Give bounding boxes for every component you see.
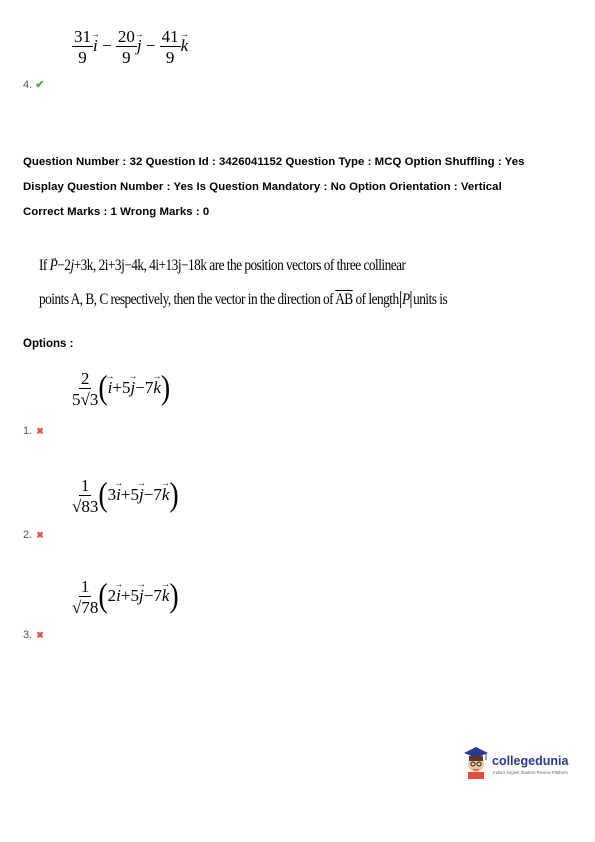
vector-ab: $\overline{AB}$ <box>335 291 353 308</box>
unit-vector-i: → i <box>93 36 98 56</box>
question-meta-line-3: Correct Marks : 1 Wrong Marks : 0 <box>23 206 210 218</box>
magnitude-p: P <box>402 291 410 308</box>
cross-icon: ✖ <box>36 630 44 640</box>
prev-option-expression: $\frac{31}{9}$ → i − $\frac{20}{9}$ → j − $\frac{41}{9}$ → k <box>72 28 188 66</box>
cross-icon: ✖ <box>36 530 44 540</box>
question-meta-line-1: Question Number : 32 Question Id : 3426041152 Question Type : MCQ Option Shuffling : Yes <box>23 156 525 168</box>
option-2-expression[interactable]: $\frac{1}{√83}$ (3→ i+5→ j−7→ k) <box>72 477 179 515</box>
logo-name: collegedunia <box>492 754 569 768</box>
option-3-number[interactable]: 3. ✖ <box>23 629 44 641</box>
mascot-icon <box>462 745 490 779</box>
options-label: Options : <box>23 338 74 350</box>
option-1-number[interactable]: 1. ✖ <box>23 425 44 437</box>
prev-option-number: 4. ✔ <box>23 79 45 91</box>
fraction: $\frac{31}{9}$ <box>74 27 91 67</box>
question-text-line-1: If → P−2j+3k, 2i+3j−4k, 4i+13j−18k are the position vectors of three collinear <box>39 257 405 275</box>
collegedunia-logo <box>462 745 582 785</box>
fraction: $\frac{41}{9}$ <box>161 27 179 67</box>
option-2-number[interactable]: 2. ✖ <box>23 529 44 541</box>
unit-vector-k: → k <box>181 36 189 56</box>
question-meta-line-2: Display Question Number : Yes Is Question Mandatory : No Option Orientation : Vertical <box>23 181 502 193</box>
fraction: $\frac{20}{9}$ <box>117 27 135 67</box>
question-text-line-2: points A, B, C respectively, then the vector in the direction of $\overline{AB}$ of length P units is <box>39 291 448 308</box>
unit-vector-j: → j <box>137 36 142 56</box>
cross-icon: ✖ <box>36 426 44 436</box>
check-icon: ✔ <box>35 79 45 91</box>
logo-tagline: India's largest Student Review Platform <box>493 770 568 775</box>
option-3-expression[interactable]: $\frac{1}{√78}$ (2→ i+5→ j−7→ k) <box>72 578 179 616</box>
option-1-expression[interactable]: $\frac{2}{5√3}$ (→ i+5→ j−7→ k) <box>72 370 170 408</box>
